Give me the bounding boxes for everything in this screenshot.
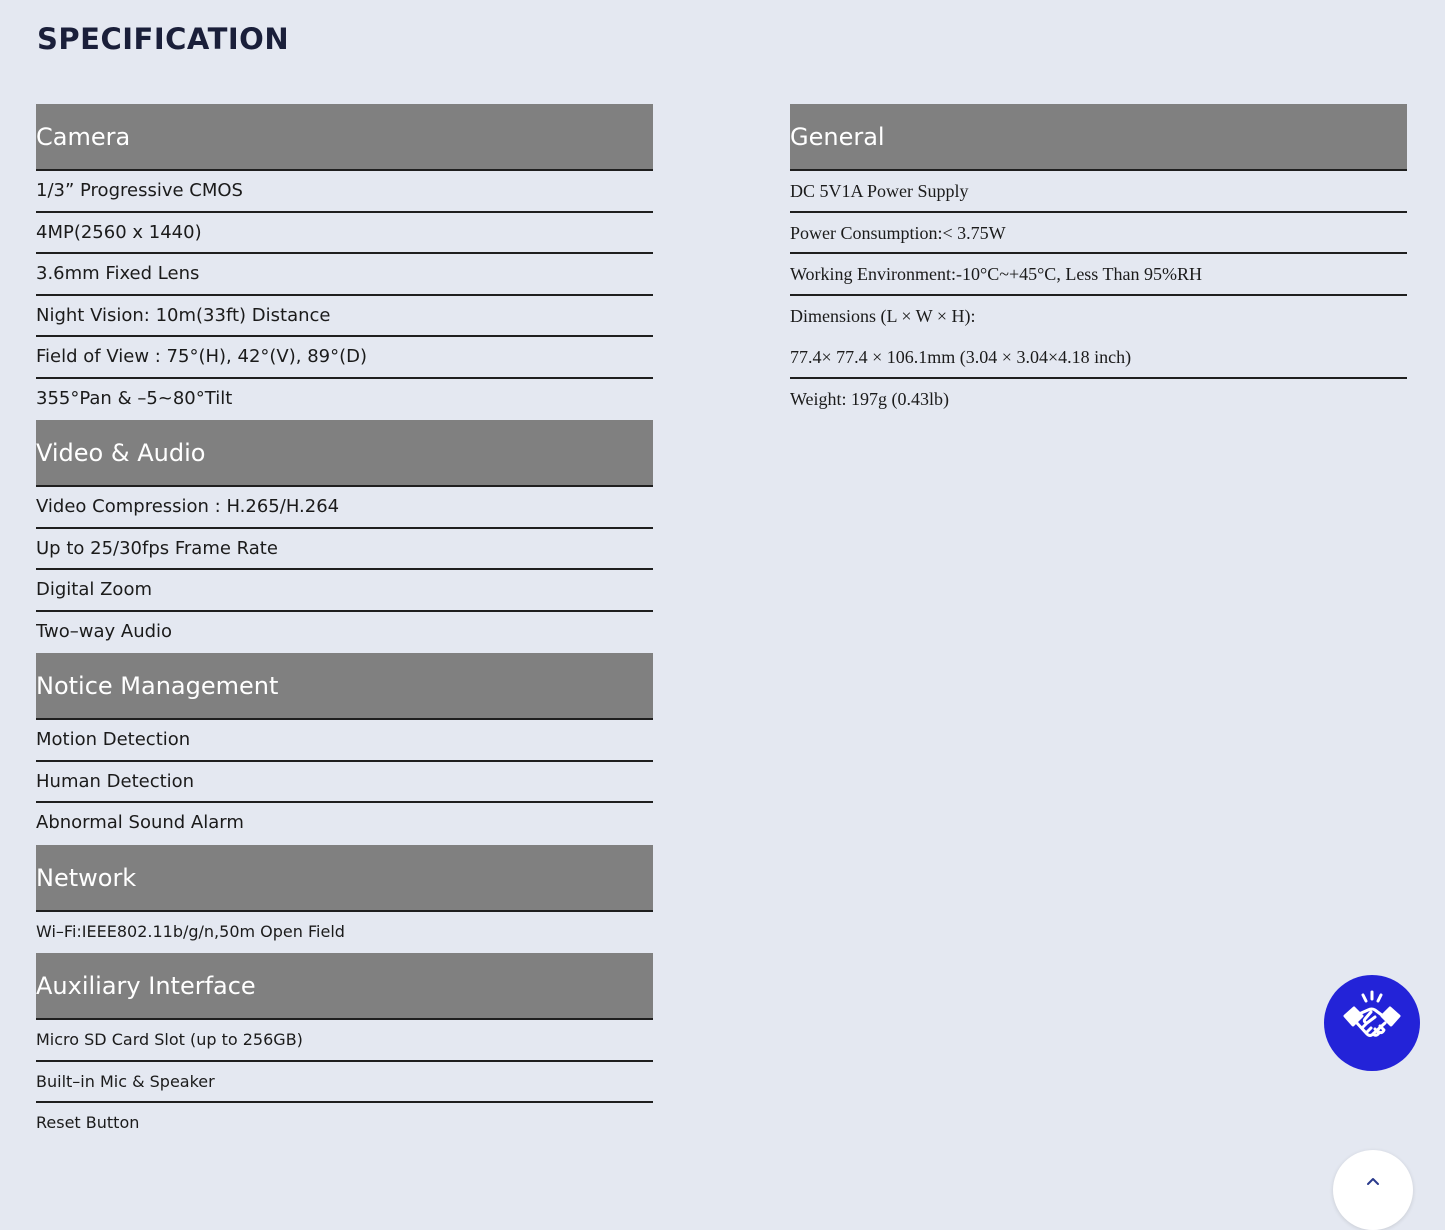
spec-row: Digital Zoom — [36, 570, 653, 612]
section-header-general: General — [790, 104, 1407, 171]
section-header-video-audio: Video & Audio — [36, 420, 653, 487]
right-spec-column — [790, 104, 1407, 420]
spec-row: Abnormal Sound Alarm — [36, 812, 244, 833]
spec-row: Field of View : 75°(H), 42°(V), 89°(D) — [36, 337, 653, 379]
handshake-icon — [1337, 986, 1407, 1061]
spec-row: Built–in Mic & Speaker — [36, 1062, 653, 1104]
chevron-up-icon — [1365, 1174, 1381, 1192]
page-title: SPECIFICATION — [37, 22, 290, 56]
spec-row: Night Vision: 10m(33ft) Distance — [36, 296, 653, 338]
spec-row: DC 5V1A Power Supply — [790, 171, 1407, 213]
contact-button[interactable] — [1324, 975, 1420, 1071]
spec-row: Video Compression : H.265/H.264 — [36, 487, 653, 529]
section-header-network: Network — [36, 845, 653, 912]
spec-row: Motion Detection — [36, 720, 653, 762]
section-header-camera: Camera — [36, 104, 653, 171]
spec-row: Wi–Fi:IEEE802.11b/g/n,50m Open Field — [36, 921, 345, 941]
spec-row: Up to 25/30fps Frame Rate — [36, 529, 653, 571]
scroll-top-button[interactable] — [1333, 1150, 1413, 1230]
spec-row: Working Environment:-10°C~+45°C, Less Than 95%RH — [790, 254, 1407, 296]
left-spec-column — [36, 104, 653, 1145]
spec-row: 77.4× 77.4 × 106.1mm (3.04 × 3.04×4.18 inch) — [790, 337, 1407, 379]
spec-row: Dimensions (L × W × H): — [790, 305, 976, 326]
spec-row: Micro SD Card Slot (up to 256GB) — [36, 1020, 653, 1062]
spec-row: Two–way Audio — [36, 620, 173, 642]
section-header-notice-management: Notice Management — [36, 653, 653, 720]
spec-row: Weight: 197g (0.43lb) — [790, 388, 950, 409]
spec-row: Reset Button — [36, 1113, 140, 1132]
spec-row: 3.6mm Fixed Lens — [36, 254, 653, 296]
section-header-auxiliary-interface: Auxiliary Interface — [36, 953, 653, 1020]
spec-row: 1/3” Progressive CMOS — [36, 171, 653, 213]
spec-row: Human Detection — [36, 762, 653, 804]
spec-row: Power Consumption:< 3.75W — [790, 213, 1407, 255]
spec-row: 4MP(2560 x 1440) — [36, 213, 653, 255]
spec-row: 355°Pan & –5~80°Tilt — [36, 387, 233, 409]
